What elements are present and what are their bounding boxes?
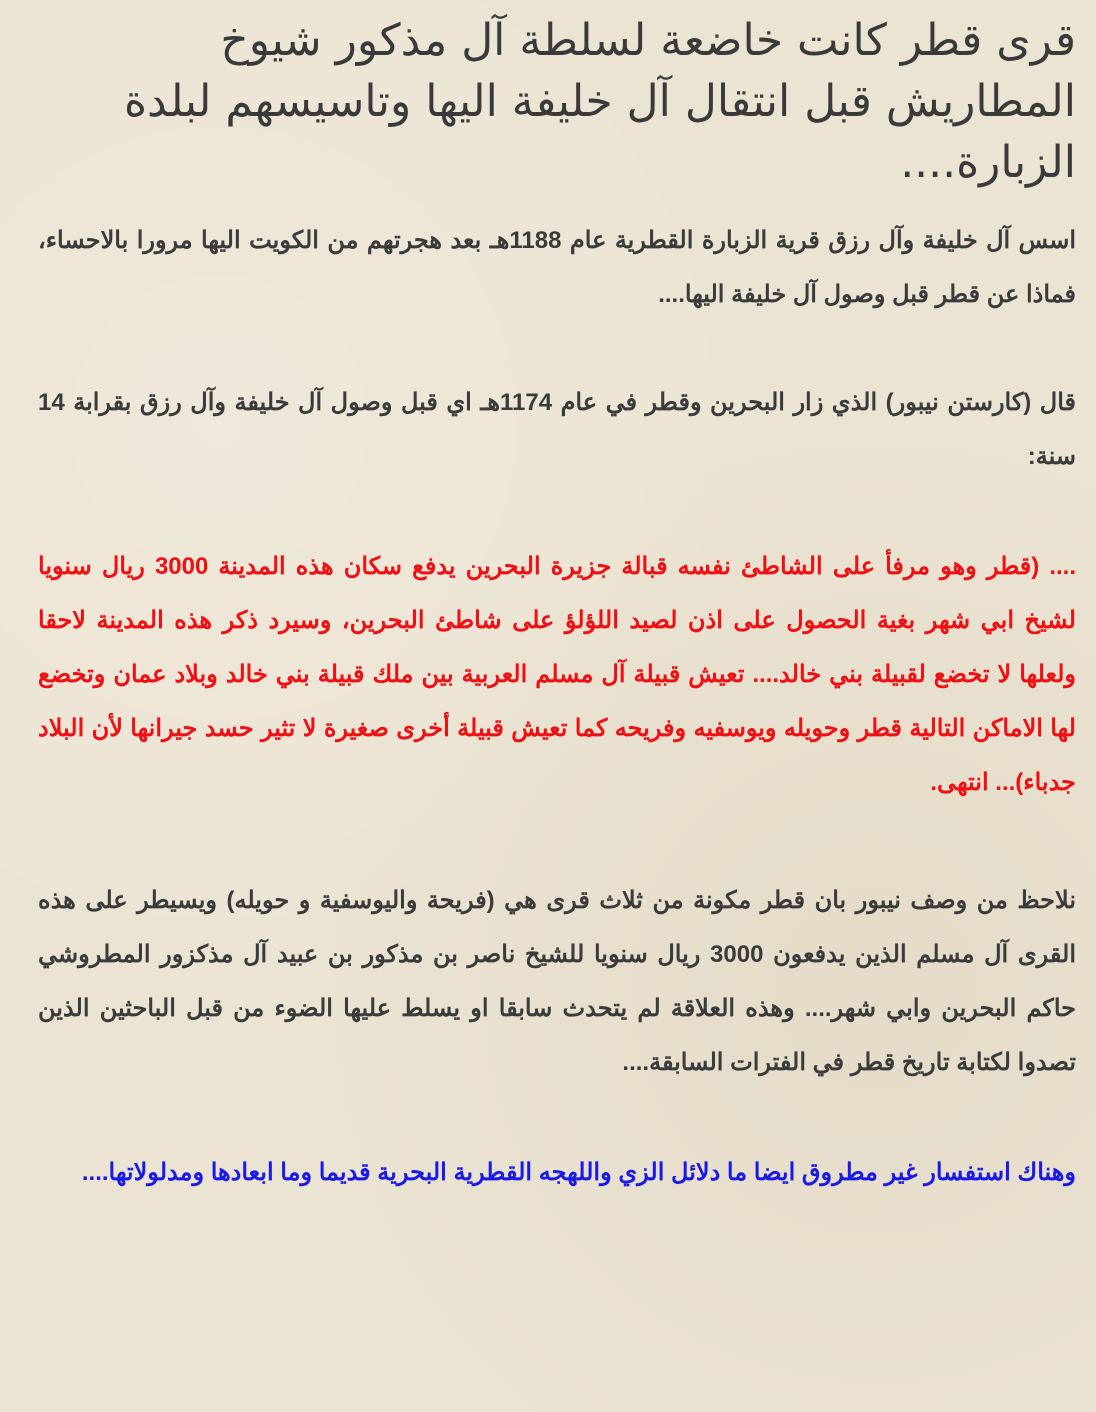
paragraph-niebuhr-quote: .... (قطر وهو مرفأ على الشاطئ نفسه قبالة جزيرة البحرين يدفع سكان هذه المدينة 3000 ريال سنويا لشيخ ابي شهر بغية الحصول على اذن لصيد اللؤلؤ على شاطئ البحرين، وسيرد ذكر هذه المدينة لاحقا ولعلها لا تخضع لقبيلة بني خالد.... تعيش قبيلة آل مسلم العربية بين ملك قبيلة بني خالد وبلاد عمان وتخضع لها الاماكن التالية قطر وحويله ويوسفيه وفريحه كما تعيش قبيلة أخرى صغيرة لا تثير حسد جيرانها لأن البلاد جدباء)... انتهى. xyxy=(38,553,1076,796)
article-title: قرى قطر كانت خاضعة لسلطة آل مذكور شيوخ المطاريش قبل انتقال آل خليفة اليها وتاسيسهم لبلدة الزبارة.... xyxy=(123,15,1076,188)
paragraph-founding-zubarah: اسس آل خليفة وآل رزق قرية الزبارة القطرية عام 1188هـ بعد هجرتهم من الكويت اليها مرورا بالاحساء، فماذا عن قطر قبل وصول آل خليفة اليها.... xyxy=(38,227,1077,308)
paragraph-question: وهناك استفسار غير مطروق ايضا ما دلائل الزي واللهجه القطرية البحرية قديما وما ابعادها ومدلولاتها.... xyxy=(81,1159,1076,1186)
paragraph-niebuhr-intro: قال (كارستن نيبور) الذي زار البحرين وقطر في عام 1174هـ اي قبل وصول آل خليفة وآل رزق بقرابة 14 سنة: xyxy=(38,389,1076,470)
paragraph-analysis: نلاحظ من وصف نيبور بان قطر مكونة من ثلاث قرى هي (فريحة واليوسفية و حويله) ويسيطر على هذه القرى آل مسلم الذين يدفعون 3000 ريال سنويا للشيخ ناصر بن مذكور بن عبيد آل مذكزور المطروشي حاكم البحرين وابي شهر.... وهذه العلاقة لم يتحدث سابقا او يسلط عليها الضوء من قبل الباحثين الذين تصدوا لكتابة تاريخ قطر في الفترات السابقة.... xyxy=(38,887,1077,1076)
article xyxy=(38,0,1076,1200)
